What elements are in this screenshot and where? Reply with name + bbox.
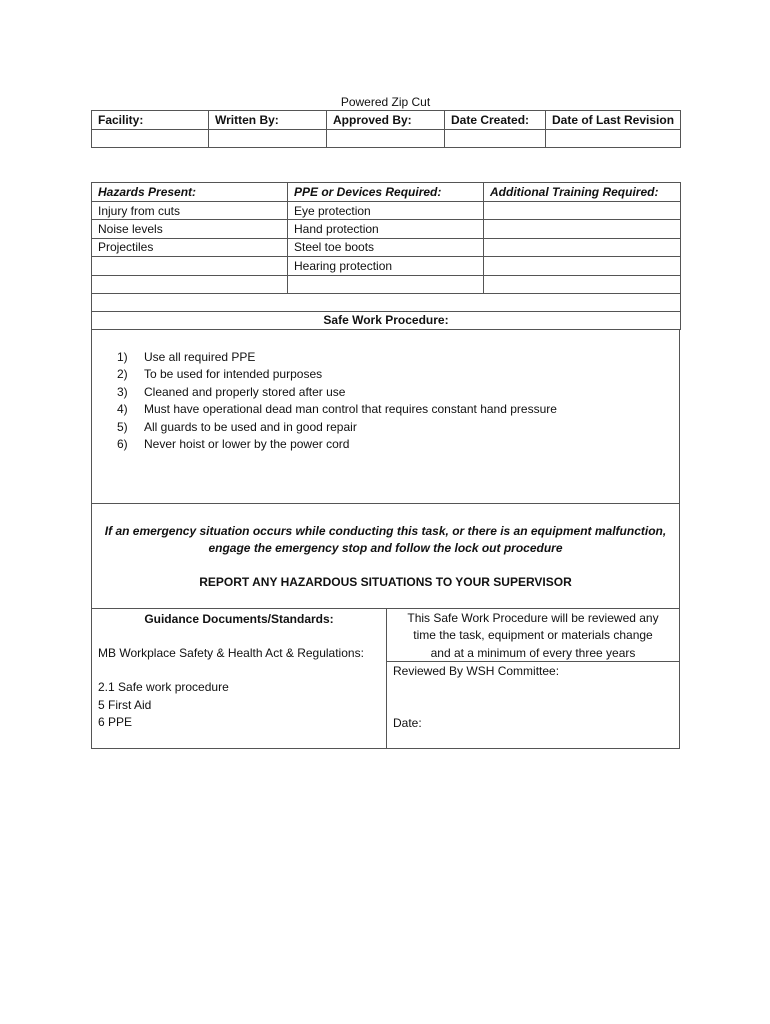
date-created-value bbox=[445, 130, 546, 148]
hazards-table bbox=[91, 182, 681, 330]
guidance-act: MB Workplace Safety & Health Act & Regulations: bbox=[98, 645, 364, 660]
step-text: Must have operational dead man control that requires constant hand pressure bbox=[144, 402, 557, 417]
guidance-item: 5 First Aid bbox=[98, 697, 152, 712]
training-header: Additional Training Required: bbox=[484, 183, 681, 202]
ppe-cell: Hand protection bbox=[288, 220, 484, 238]
facility-label: Facility: bbox=[92, 111, 209, 130]
report-notice: REPORT ANY HAZARDOUS SITUATIONS TO YOUR SUPERVISOR bbox=[199, 574, 572, 589]
review-note bbox=[387, 609, 679, 662]
document-title: Powered Zip Cut bbox=[340, 95, 431, 109]
ppe-header: PPE or Devices Required: bbox=[288, 183, 484, 202]
hazard-cell bbox=[92, 257, 288, 275]
step-number: 2) bbox=[117, 367, 128, 382]
date-created-label: Date Created: bbox=[445, 111, 546, 130]
written-by-label: Written By: bbox=[209, 111, 327, 130]
table-row bbox=[92, 275, 681, 293]
table-row bbox=[92, 238, 681, 256]
table-row bbox=[92, 202, 681, 220]
table-row bbox=[92, 220, 681, 238]
step-text: All guards to be used and in good repair bbox=[144, 419, 357, 434]
guidance-item: 2.1 Safe work procedure bbox=[98, 680, 229, 695]
step-number: 5) bbox=[117, 419, 128, 434]
training-cell bbox=[484, 202, 681, 220]
hazard-cell: Noise levels bbox=[92, 220, 288, 238]
training-cell bbox=[484, 238, 681, 256]
hazard-cell: Injury from cuts bbox=[92, 202, 288, 220]
training-cell bbox=[484, 257, 681, 275]
procedure-list bbox=[117, 349, 679, 453]
ppe-cell: Steel toe boots bbox=[288, 238, 484, 256]
emergency-section bbox=[91, 504, 680, 609]
document-page bbox=[91, 95, 680, 749]
guidance-item: 6 PPE bbox=[98, 715, 133, 730]
header-values-row bbox=[92, 130, 681, 148]
emergency-line-2: engage the emergency stop and follow the lock out procedure bbox=[208, 541, 563, 556]
procedure-step bbox=[117, 366, 679, 383]
step-text: Cleaned and properly stored after use bbox=[144, 384, 346, 399]
training-cell bbox=[484, 275, 681, 293]
step-number: 4) bbox=[117, 402, 128, 417]
review-note-line: time the task, equipment or materials change bbox=[413, 628, 653, 643]
guidance-section bbox=[91, 609, 680, 749]
date-last-revision-value bbox=[546, 130, 681, 148]
hazards-present-header: Hazards Present: bbox=[92, 183, 288, 202]
hazard-cell: Projectiles bbox=[92, 238, 288, 256]
facility-value bbox=[92, 130, 209, 148]
approved-by-value bbox=[327, 130, 445, 148]
header-table bbox=[91, 110, 681, 148]
ppe-cell: Hearing protection bbox=[288, 257, 484, 275]
procedure-step bbox=[117, 401, 679, 418]
step-number: 6) bbox=[117, 436, 128, 451]
swp-title-row bbox=[92, 311, 681, 329]
procedure-step bbox=[117, 349, 679, 366]
step-text: To be used for intended purposes bbox=[144, 367, 323, 382]
step-number: 3) bbox=[117, 384, 128, 399]
date-label: Date: bbox=[393, 715, 422, 730]
step-text: Never hoist or lower by the power cord bbox=[144, 436, 350, 451]
procedure-step bbox=[117, 436, 679, 453]
written-by-value bbox=[209, 130, 327, 148]
review-note-line: This Safe Work Procedure will be reviewed any bbox=[407, 610, 659, 625]
step-number: 1) bbox=[117, 349, 128, 364]
procedure-step bbox=[117, 419, 679, 436]
training-cell bbox=[484, 220, 681, 238]
step-text: Use all required PPE bbox=[144, 349, 256, 364]
emergency-instruction bbox=[92, 523, 679, 558]
approved-by-label: Approved By: bbox=[327, 111, 445, 130]
spacer-cell bbox=[92, 293, 681, 311]
reviewed-by-label: Reviewed By WSH Committee: bbox=[393, 663, 560, 678]
date-last-revision-label: Date of Last Revision bbox=[546, 111, 681, 130]
emergency-line-1: If an emergency situation occurs while conducting this task, or there is an equipment malfunction, bbox=[104, 523, 667, 538]
spacer-row bbox=[92, 293, 681, 311]
guidance-title: Guidance Documents/Standards: bbox=[144, 611, 334, 626]
ppe-cell bbox=[288, 275, 484, 293]
guidance-documents bbox=[92, 609, 387, 748]
procedure-step bbox=[117, 384, 679, 401]
hazards-header-row bbox=[92, 183, 681, 202]
hazard-cell bbox=[92, 275, 288, 293]
ppe-cell: Eye protection bbox=[288, 202, 484, 220]
review-note-line: and at a minimum of every three years bbox=[430, 645, 636, 660]
table-row bbox=[92, 257, 681, 275]
header-row bbox=[92, 111, 681, 130]
procedure-steps bbox=[91, 330, 680, 504]
swp-title: Safe Work Procedure: bbox=[92, 311, 681, 329]
review-panel bbox=[387, 609, 679, 748]
